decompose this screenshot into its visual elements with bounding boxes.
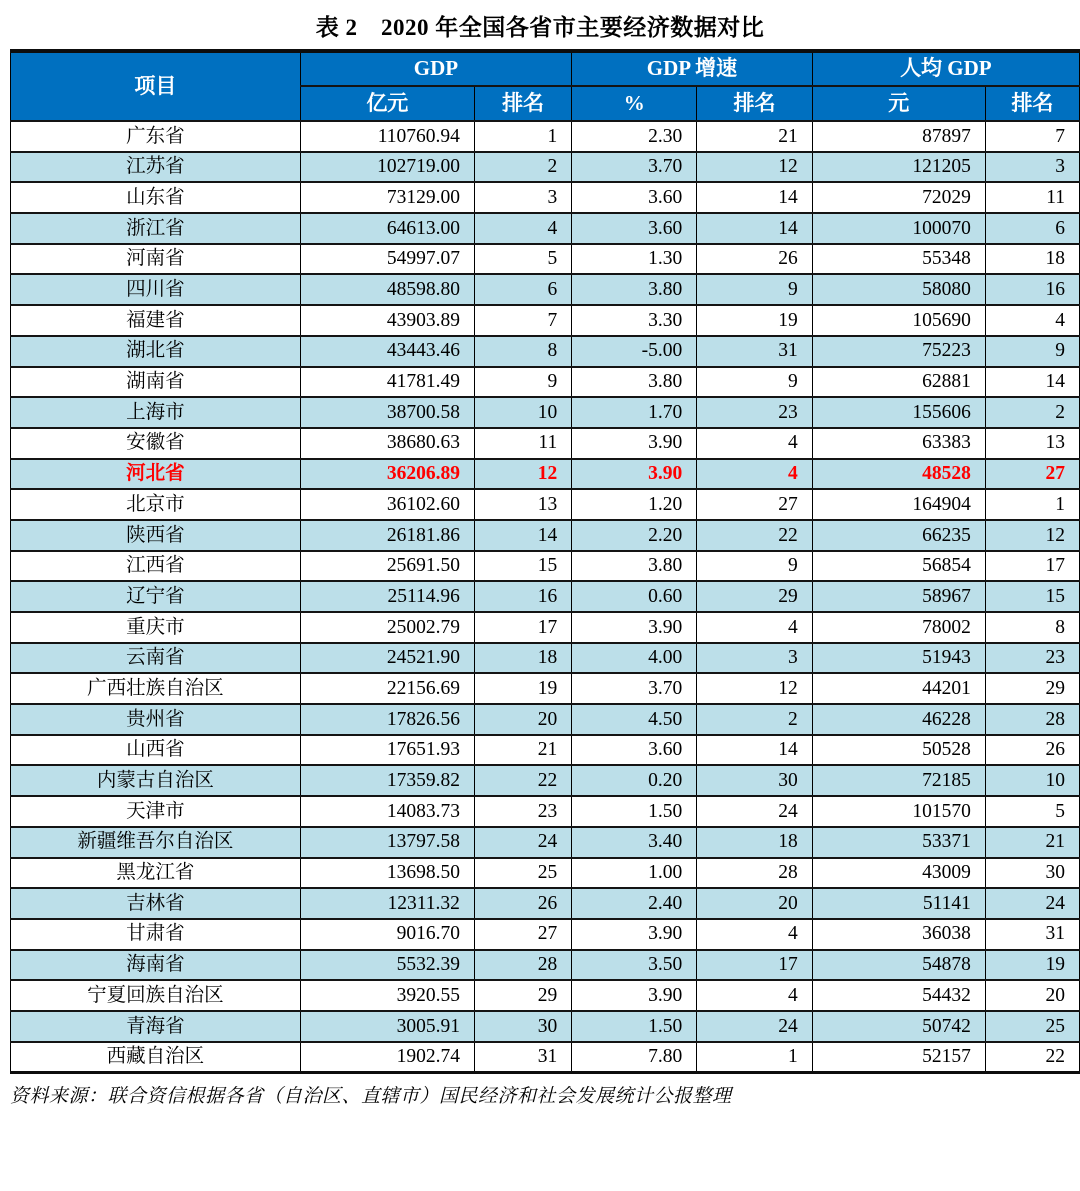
table-title: 表 2 2020 年全国各省市主要经济数据对比 bbox=[315, 15, 765, 40]
gdp-growth-rank: 27 bbox=[697, 489, 812, 520]
province-name: 广东省 bbox=[11, 121, 301, 152]
per-capita-gdp-value: 155606 bbox=[812, 397, 985, 428]
gdp-rank: 31 bbox=[474, 1042, 571, 1073]
gdp-growth-value: 3.90 bbox=[572, 459, 697, 490]
gdp-growth-value: 3.40 bbox=[572, 827, 697, 858]
per-capita-gdp-rank: 31 bbox=[985, 919, 1079, 950]
column-header-growth-rank: 排名 bbox=[697, 86, 812, 121]
gdp-growth-rank: 9 bbox=[697, 367, 812, 398]
gdp-growth-rank: 2 bbox=[697, 704, 812, 735]
gdp-rank: 7 bbox=[474, 305, 571, 336]
gdp-rank: 14 bbox=[474, 520, 571, 551]
gdp-value: 13698.50 bbox=[300, 858, 474, 889]
table-row bbox=[11, 643, 1080, 674]
gdp-growth-rank: 20 bbox=[697, 888, 812, 919]
table-row bbox=[11, 1042, 1080, 1073]
table-row bbox=[11, 182, 1080, 213]
gdp-value: 110760.94 bbox=[300, 121, 474, 152]
per-capita-gdp-rank: 28 bbox=[985, 704, 1079, 735]
per-capita-gdp-value: 62881 bbox=[812, 367, 985, 398]
gdp-growth-value: -5.00 bbox=[572, 336, 697, 367]
gdp-growth-rank: 21 bbox=[697, 121, 812, 152]
per-capita-gdp-value: 52157 bbox=[812, 1042, 985, 1073]
gdp-value: 36102.60 bbox=[300, 489, 474, 520]
gdp-rank: 28 bbox=[474, 950, 571, 981]
gdp-growth-value: 2.30 bbox=[572, 121, 697, 152]
table-row bbox=[11, 765, 1080, 796]
gdp-growth-value: 3.50 bbox=[572, 950, 697, 981]
per-capita-gdp-rank: 26 bbox=[985, 735, 1079, 766]
gdp-growth-value: 0.60 bbox=[572, 581, 697, 612]
gdp-value: 64613.00 bbox=[300, 213, 474, 244]
table-row bbox=[11, 459, 1080, 490]
gdp-value: 25114.96 bbox=[300, 581, 474, 612]
province-name: 贵州省 bbox=[11, 704, 301, 735]
per-capita-gdp-value: 58080 bbox=[812, 274, 985, 305]
gdp-growth-value: 1.50 bbox=[572, 796, 697, 827]
table-row bbox=[11, 673, 1080, 704]
per-capita-gdp-rank: 12 bbox=[985, 520, 1079, 551]
per-capita-gdp-rank: 11 bbox=[985, 182, 1079, 213]
gdp-rank: 9 bbox=[474, 367, 571, 398]
column-header-per-capita-unit: 元 bbox=[812, 86, 985, 121]
province-name: 辽宁省 bbox=[11, 581, 301, 612]
per-capita-gdp-value: 43009 bbox=[812, 858, 985, 889]
table-row bbox=[11, 428, 1080, 459]
province-name: 内蒙古自治区 bbox=[11, 765, 301, 796]
gdp-rank: 8 bbox=[474, 336, 571, 367]
gdp-value: 9016.70 bbox=[300, 919, 474, 950]
column-header-growth-unit: % bbox=[572, 86, 697, 121]
gdp-rank: 11 bbox=[474, 428, 571, 459]
per-capita-gdp-rank: 20 bbox=[985, 980, 1079, 1011]
table-row bbox=[11, 520, 1080, 551]
per-capita-gdp-rank: 30 bbox=[985, 858, 1079, 889]
gdp-value: 24521.90 bbox=[300, 643, 474, 674]
province-name: 北京市 bbox=[11, 489, 301, 520]
per-capita-gdp-rank: 13 bbox=[985, 428, 1079, 459]
table-row bbox=[11, 858, 1080, 889]
per-capita-gdp-rank: 5 bbox=[985, 796, 1079, 827]
column-header-per-capita-rank: 排名 bbox=[985, 86, 1079, 121]
gdp-growth-rank: 31 bbox=[697, 336, 812, 367]
gdp-growth-value: 3.90 bbox=[572, 980, 697, 1011]
gdp-rank: 15 bbox=[474, 551, 571, 582]
column-header-gdp-rank: 排名 bbox=[474, 86, 571, 121]
table-row bbox=[11, 1011, 1080, 1042]
gdp-growth-rank: 17 bbox=[697, 950, 812, 981]
gdp-value: 14083.73 bbox=[300, 796, 474, 827]
gdp-growth-rank: 9 bbox=[697, 274, 812, 305]
per-capita-gdp-rank: 14 bbox=[985, 367, 1079, 398]
table-row bbox=[11, 950, 1080, 981]
gdp-value: 3920.55 bbox=[300, 980, 474, 1011]
province-name: 河北省 bbox=[11, 459, 301, 490]
gdp-rank: 1 bbox=[474, 121, 571, 152]
province-name: 陕西省 bbox=[11, 520, 301, 551]
province-name: 湖北省 bbox=[11, 336, 301, 367]
table-row bbox=[11, 888, 1080, 919]
per-capita-gdp-value: 72185 bbox=[812, 765, 985, 796]
gdp-growth-value: 3.80 bbox=[572, 274, 697, 305]
gdp-growth-value: 3.70 bbox=[572, 152, 697, 183]
province-name: 西藏自治区 bbox=[11, 1042, 301, 1073]
gdp-value: 5532.39 bbox=[300, 950, 474, 981]
table-row bbox=[11, 397, 1080, 428]
per-capita-gdp-value: 63383 bbox=[812, 428, 985, 459]
per-capita-gdp-rank: 22 bbox=[985, 1042, 1079, 1073]
table-row bbox=[11, 367, 1080, 398]
gdp-rank: 29 bbox=[474, 980, 571, 1011]
per-capita-gdp-value: 44201 bbox=[812, 673, 985, 704]
gdp-growth-rank: 14 bbox=[697, 735, 812, 766]
gdp-rank: 5 bbox=[474, 244, 571, 275]
gdp-growth-rank: 1 bbox=[697, 1042, 812, 1073]
gdp-growth-rank: 26 bbox=[697, 244, 812, 275]
gdp-value: 13797.58 bbox=[300, 827, 474, 858]
economic-data-table bbox=[10, 49, 1080, 1074]
column-header-item: 项目 bbox=[11, 51, 301, 121]
gdp-growth-rank: 9 bbox=[697, 551, 812, 582]
gdp-growth-rank: 28 bbox=[697, 858, 812, 889]
gdp-rank: 10 bbox=[474, 397, 571, 428]
table-row bbox=[11, 581, 1080, 612]
gdp-growth-value: 3.60 bbox=[572, 735, 697, 766]
per-capita-gdp-rank: 17 bbox=[985, 551, 1079, 582]
province-name: 甘肃省 bbox=[11, 919, 301, 950]
province-name: 河南省 bbox=[11, 244, 301, 275]
per-capita-gdp-rank: 4 bbox=[985, 305, 1079, 336]
gdp-growth-rank: 4 bbox=[697, 612, 812, 643]
table-row bbox=[11, 213, 1080, 244]
gdp-growth-rank: 30 bbox=[697, 765, 812, 796]
per-capita-gdp-value: 75223 bbox=[812, 336, 985, 367]
gdp-growth-value: 3.80 bbox=[572, 551, 697, 582]
gdp-rank: 30 bbox=[474, 1011, 571, 1042]
gdp-rank: 20 bbox=[474, 704, 571, 735]
province-name: 四川省 bbox=[11, 274, 301, 305]
gdp-growth-rank: 4 bbox=[697, 428, 812, 459]
province-name: 天津市 bbox=[11, 796, 301, 827]
per-capita-gdp-rank: 16 bbox=[985, 274, 1079, 305]
per-capita-gdp-value: 87897 bbox=[812, 121, 985, 152]
gdp-value: 41781.49 bbox=[300, 367, 474, 398]
per-capita-gdp-value: 36038 bbox=[812, 919, 985, 950]
gdp-value: 43443.46 bbox=[300, 336, 474, 367]
gdp-value: 22156.69 bbox=[300, 673, 474, 704]
gdp-rank: 12 bbox=[474, 459, 571, 490]
province-name: 江苏省 bbox=[11, 152, 301, 183]
gdp-growth-value: 1.70 bbox=[572, 397, 697, 428]
gdp-growth-value: 3.90 bbox=[572, 428, 697, 459]
per-capita-gdp-value: 101570 bbox=[812, 796, 985, 827]
column-header-per-capita-gdp: 人均 GDP bbox=[812, 51, 1079, 86]
province-name: 吉林省 bbox=[11, 888, 301, 919]
gdp-growth-value: 1.20 bbox=[572, 489, 697, 520]
gdp-rank: 25 bbox=[474, 858, 571, 889]
gdp-growth-rank: 12 bbox=[697, 152, 812, 183]
per-capita-gdp-rank: 18 bbox=[985, 244, 1079, 275]
per-capita-gdp-value: 54878 bbox=[812, 950, 985, 981]
province-name: 江西省 bbox=[11, 551, 301, 582]
per-capita-gdp-rank: 29 bbox=[985, 673, 1079, 704]
gdp-growth-rank: 4 bbox=[697, 919, 812, 950]
gdp-growth-value: 3.30 bbox=[572, 305, 697, 336]
per-capita-gdp-rank: 23 bbox=[985, 643, 1079, 674]
gdp-growth-value: 2.20 bbox=[572, 520, 697, 551]
gdp-value: 38680.63 bbox=[300, 428, 474, 459]
per-capita-gdp-rank: 6 bbox=[985, 213, 1079, 244]
gdp-growth-value: 3.70 bbox=[572, 673, 697, 704]
gdp-growth-value: 4.00 bbox=[572, 643, 697, 674]
gdp-growth-value: 3.60 bbox=[572, 182, 697, 213]
per-capita-gdp-value: 121205 bbox=[812, 152, 985, 183]
table-row bbox=[11, 152, 1080, 183]
province-name: 浙江省 bbox=[11, 213, 301, 244]
gdp-rank: 18 bbox=[474, 643, 571, 674]
per-capita-gdp-value: 78002 bbox=[812, 612, 985, 643]
province-name: 重庆市 bbox=[11, 612, 301, 643]
per-capita-gdp-rank: 25 bbox=[985, 1011, 1079, 1042]
per-capita-gdp-value: 55348 bbox=[812, 244, 985, 275]
per-capita-gdp-rank: 10 bbox=[985, 765, 1079, 796]
per-capita-gdp-value: 58967 bbox=[812, 581, 985, 612]
gdp-value: 17826.56 bbox=[300, 704, 474, 735]
gdp-rank: 23 bbox=[474, 796, 571, 827]
gdp-growth-rank: 14 bbox=[697, 213, 812, 244]
gdp-value: 3005.91 bbox=[300, 1011, 474, 1042]
per-capita-gdp-rank: 7 bbox=[985, 121, 1079, 152]
gdp-growth-rank: 22 bbox=[697, 520, 812, 551]
gdp-value: 17359.82 bbox=[300, 765, 474, 796]
per-capita-gdp-value: 48528 bbox=[812, 459, 985, 490]
gdp-growth-rank: 29 bbox=[697, 581, 812, 612]
table-row bbox=[11, 980, 1080, 1011]
per-capita-gdp-rank: 27 bbox=[985, 459, 1079, 490]
table-body bbox=[11, 121, 1080, 1072]
gdp-value: 1902.74 bbox=[300, 1042, 474, 1073]
province-name: 湖南省 bbox=[11, 367, 301, 398]
gdp-rank: 6 bbox=[474, 274, 571, 305]
per-capita-gdp-rank: 1 bbox=[985, 489, 1079, 520]
per-capita-gdp-value: 66235 bbox=[812, 520, 985, 551]
gdp-rank: 13 bbox=[474, 489, 571, 520]
per-capita-gdp-rank: 3 bbox=[985, 152, 1079, 183]
gdp-growth-value: 0.20 bbox=[572, 765, 697, 796]
table-row bbox=[11, 305, 1080, 336]
gdp-value: 12311.32 bbox=[300, 888, 474, 919]
gdp-growth-rank: 4 bbox=[697, 459, 812, 490]
per-capita-gdp-value: 105690 bbox=[812, 305, 985, 336]
gdp-rank: 3 bbox=[474, 182, 571, 213]
source-note: 资料来源：联合资信根据各省（自治区、直辖市）国民经济和社会发展统计公报整理 bbox=[10, 1085, 732, 1107]
gdp-growth-value: 3.80 bbox=[572, 367, 697, 398]
gdp-growth-value: 4.50 bbox=[572, 704, 697, 735]
gdp-value: 25002.79 bbox=[300, 612, 474, 643]
gdp-value: 54997.07 bbox=[300, 244, 474, 275]
column-header-gdp-unit: 亿元 bbox=[300, 86, 474, 121]
gdp-rank: 19 bbox=[474, 673, 571, 704]
province-name: 云南省 bbox=[11, 643, 301, 674]
gdp-growth-rank: 23 bbox=[697, 397, 812, 428]
per-capita-gdp-value: 53371 bbox=[812, 827, 985, 858]
per-capita-gdp-rank: 24 bbox=[985, 888, 1079, 919]
gdp-growth-value: 7.80 bbox=[572, 1042, 697, 1073]
province-name: 山西省 bbox=[11, 735, 301, 766]
per-capita-gdp-value: 164904 bbox=[812, 489, 985, 520]
table-row bbox=[11, 244, 1080, 275]
table-row bbox=[11, 612, 1080, 643]
gdp-rank: 24 bbox=[474, 827, 571, 858]
gdp-rank: 26 bbox=[474, 888, 571, 919]
gdp-rank: 22 bbox=[474, 765, 571, 796]
province-name: 安徽省 bbox=[11, 428, 301, 459]
province-name: 宁夏回族自治区 bbox=[11, 980, 301, 1011]
per-capita-gdp-rank: 15 bbox=[985, 581, 1079, 612]
gdp-growth-value: 3.60 bbox=[572, 213, 697, 244]
gdp-growth-rank: 14 bbox=[697, 182, 812, 213]
table-row bbox=[11, 489, 1080, 520]
gdp-growth-rank: 3 bbox=[697, 643, 812, 674]
per-capita-gdp-value: 50742 bbox=[812, 1011, 985, 1042]
province-name: 青海省 bbox=[11, 1011, 301, 1042]
per-capita-gdp-value: 51141 bbox=[812, 888, 985, 919]
table-row bbox=[11, 796, 1080, 827]
gdp-growth-value: 3.90 bbox=[572, 919, 697, 950]
province-name: 上海市 bbox=[11, 397, 301, 428]
table-row bbox=[11, 336, 1080, 367]
province-name: 黑龙江省 bbox=[11, 858, 301, 889]
table-row bbox=[11, 121, 1080, 152]
gdp-growth-value: 1.30 bbox=[572, 244, 697, 275]
gdp-growth-rank: 19 bbox=[697, 305, 812, 336]
table-row bbox=[11, 827, 1080, 858]
table-header bbox=[11, 51, 1080, 121]
gdp-growth-rank: 24 bbox=[697, 1011, 812, 1042]
header-row-groups bbox=[11, 51, 1080, 86]
gdp-rank: 4 bbox=[474, 213, 571, 244]
per-capita-gdp-value: 54432 bbox=[812, 980, 985, 1011]
gdp-rank: 2 bbox=[474, 152, 571, 183]
gdp-value: 43903.89 bbox=[300, 305, 474, 336]
table-row bbox=[11, 735, 1080, 766]
per-capita-gdp-value: 100070 bbox=[812, 213, 985, 244]
gdp-growth-value: 1.00 bbox=[572, 858, 697, 889]
province-name: 福建省 bbox=[11, 305, 301, 336]
gdp-growth-rank: 4 bbox=[697, 980, 812, 1011]
gdp-value: 25691.50 bbox=[300, 551, 474, 582]
table-row bbox=[11, 274, 1080, 305]
per-capita-gdp-value: 50528 bbox=[812, 735, 985, 766]
province-name: 海南省 bbox=[11, 950, 301, 981]
per-capita-gdp-rank: 2 bbox=[985, 397, 1079, 428]
gdp-rank: 27 bbox=[474, 919, 571, 950]
gdp-growth-value: 3.90 bbox=[572, 612, 697, 643]
gdp-growth-rank: 24 bbox=[697, 796, 812, 827]
per-capita-gdp-rank: 21 bbox=[985, 827, 1079, 858]
gdp-growth-value: 2.40 bbox=[572, 888, 697, 919]
province-name: 广西壮族自治区 bbox=[11, 673, 301, 704]
column-header-gdp: GDP bbox=[300, 51, 572, 86]
gdp-value: 36206.89 bbox=[300, 459, 474, 490]
table-row bbox=[11, 919, 1080, 950]
per-capita-gdp-value: 72029 bbox=[812, 182, 985, 213]
gdp-value: 102719.00 bbox=[300, 152, 474, 183]
gdp-rank: 17 bbox=[474, 612, 571, 643]
per-capita-gdp-value: 56854 bbox=[812, 551, 985, 582]
province-name: 新疆维吾尔自治区 bbox=[11, 827, 301, 858]
per-capita-gdp-rank: 19 bbox=[985, 950, 1079, 981]
table-row bbox=[11, 551, 1080, 582]
gdp-rank: 21 bbox=[474, 735, 571, 766]
gdp-growth-rank: 18 bbox=[697, 827, 812, 858]
gdp-growth-value: 1.50 bbox=[572, 1011, 697, 1042]
column-header-gdp-growth: GDP 增速 bbox=[572, 51, 813, 86]
per-capita-gdp-value: 51943 bbox=[812, 643, 985, 674]
gdp-value: 38700.58 bbox=[300, 397, 474, 428]
gdp-value: 48598.80 bbox=[300, 274, 474, 305]
gdp-value: 26181.86 bbox=[300, 520, 474, 551]
table-row bbox=[11, 704, 1080, 735]
gdp-value: 17651.93 bbox=[300, 735, 474, 766]
province-name: 山东省 bbox=[11, 182, 301, 213]
gdp-rank: 16 bbox=[474, 581, 571, 612]
gdp-value: 73129.00 bbox=[300, 182, 474, 213]
gdp-growth-rank: 12 bbox=[697, 673, 812, 704]
per-capita-gdp-value: 46228 bbox=[812, 704, 985, 735]
per-capita-gdp-rank: 8 bbox=[985, 612, 1079, 643]
per-capita-gdp-rank: 9 bbox=[985, 336, 1079, 367]
